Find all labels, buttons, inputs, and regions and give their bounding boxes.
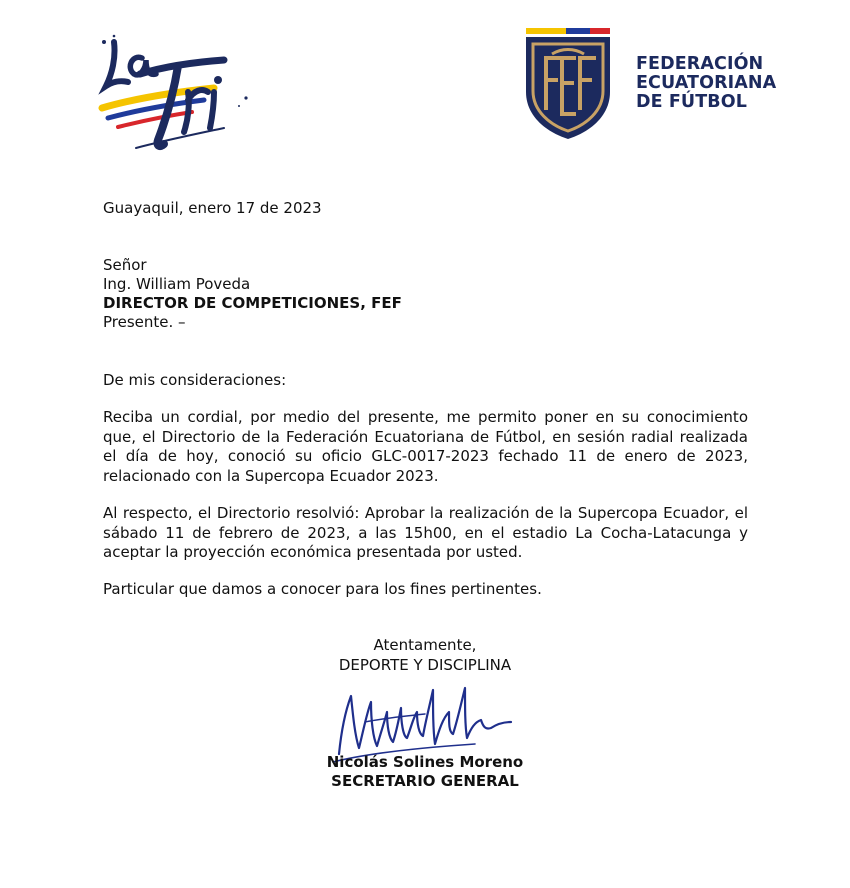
federation-name <box>636 55 776 112</box>
paragraph-1: Reciba un cordial, por medio del presente, me permito poner en su conocimiento que, el Directorio de la Federación Ecuatoriana de Fútbol, en sesión radial realizada el día de hoy, conoció su oficio GLC-0017-2023 fechado 11 de enero de 2023, relacionado con la Supercopa Ecuador 2023. <box>103 408 748 485</box>
fef-shield-icon <box>522 28 614 140</box>
la-tri-logo <box>96 30 256 155</box>
signer-name: Nicolás Solines Moreno <box>326 753 524 771</box>
federation-name-line-3: DE FÚTBOL <box>636 92 747 112</box>
federation-name-line-1: FEDERACIÓN <box>636 54 764 74</box>
letterhead <box>0 0 850 170</box>
place-date: Guayaquil, enero 17 de 2023 <box>103 199 322 217</box>
recipient-title: DIRECTOR DE COMPETICIONES, FEF <box>103 294 402 312</box>
signer-position: SECRETARIO GENERAL <box>331 772 519 790</box>
recipient-name: Ing. William Poveda <box>103 275 251 293</box>
paragraph-3: Particular que damos a conocer para los fines pertinentes. <box>103 580 542 598</box>
closing-motto: DEPORTE Y DISCIPLINA <box>338 656 512 674</box>
greeting: De mis consideraciones: <box>103 371 287 389</box>
closing-farewell: Atentamente, <box>373 636 477 654</box>
handwritten-signature <box>325 682 525 764</box>
recipient-presente: Presente. – <box>103 313 186 331</box>
paragraph-2: Al respecto, el Directorio resolvió: Aprobar la realización de la Supercopa Ecuador, el sábado 11 de febrero de 2023, a las 15h00, en el estadio La Cocha-Latacunga y aceptar la proyección económica presentada por usted. <box>103 504 748 561</box>
federation-name-line-2: ECUATORIANA <box>636 73 777 93</box>
recipient-salutation: Señor <box>103 256 147 274</box>
